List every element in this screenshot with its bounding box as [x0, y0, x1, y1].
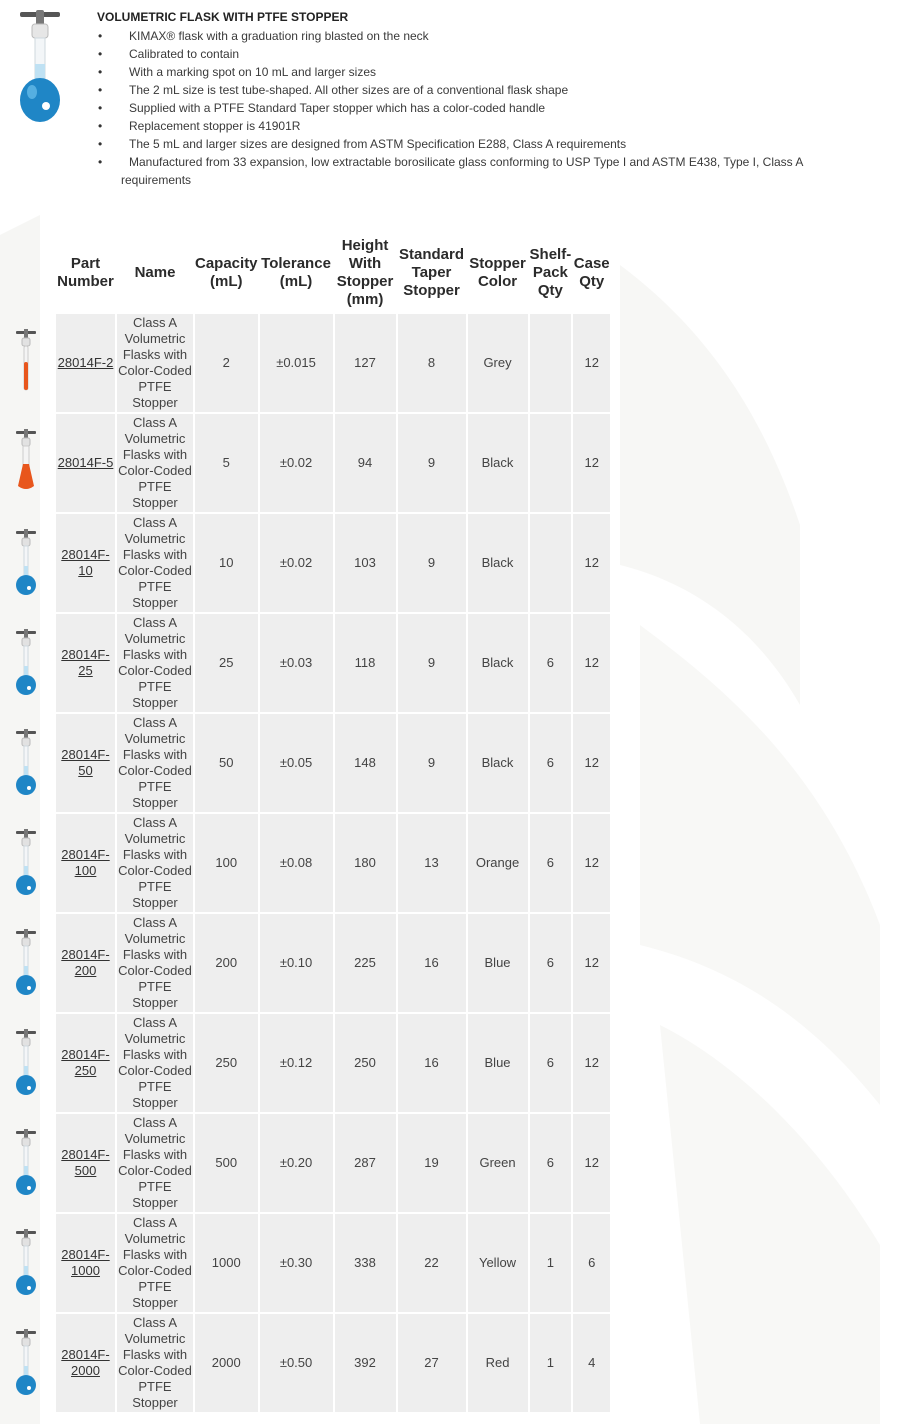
col-header-line: Tolerance: [261, 255, 331, 272]
cell-taper: 9: [398, 714, 466, 812]
table-row: [56, 714, 610, 812]
product-table: [54, 232, 612, 1414]
cell-shelf-pack: 6: [530, 1014, 572, 1112]
cell-part-number: [56, 714, 115, 812]
cell-part-number: [56, 814, 115, 912]
cell-height: 250: [335, 1014, 396, 1112]
flask-blue-icon: [10, 1128, 42, 1198]
cell-capacity: 5: [195, 414, 258, 512]
cell-stopper-color: Green: [468, 1114, 528, 1212]
flask-product-image: [18, 8, 68, 126]
table-row: [56, 414, 610, 512]
cell-tolerance: ±0.02: [260, 514, 333, 612]
cell-name: Class A Volumetric Flasks with Color-Coded PTFE Stopper: [118, 315, 192, 410]
cell-case-qty: 12: [573, 514, 610, 612]
part-number-link[interactable]: 28014F- 2000: [61, 1347, 110, 1378]
cell-tolerance: ±0.12: [260, 1014, 333, 1112]
part-number-link[interactable]: 28014F- 500: [61, 1147, 110, 1178]
cell-case-qty: 12: [573, 714, 610, 812]
cell-shelf-pack: 6: [530, 914, 572, 1012]
cell-taper: 9: [398, 614, 466, 712]
cell-case-qty: 12: [573, 314, 610, 412]
cell-case-qty: 12: [573, 1014, 610, 1112]
cell-name: Class A Volumetric Flasks with Color-Coded PTFE Stopper: [118, 1215, 192, 1310]
part-number-link[interactable]: 28014F- 25: [61, 647, 110, 678]
cell-shelf-pack: 6: [530, 1114, 572, 1212]
table-row: [56, 1014, 610, 1112]
cell-case-qty: 6: [573, 1214, 610, 1312]
part-number-link[interactable]: 28014F- 250: [61, 1047, 110, 1078]
cell-tolerance: ±0.30: [260, 1214, 333, 1312]
table-header-row: [56, 234, 610, 312]
col-header-taper: [398, 234, 466, 312]
col-header-line: Stopper: [403, 282, 460, 299]
table-row: [56, 314, 610, 412]
cell-taper: 16: [398, 1014, 466, 1112]
feature-item: • KIMAX® flask with a graduation ring blasted on the neck: [97, 27, 877, 45]
cell-shelf-pack: [530, 414, 572, 512]
cell-shelf-pack: 1: [530, 1214, 572, 1312]
cell-name: Class A Volumetric Flasks with Color-Coded PTFE Stopper: [118, 1115, 192, 1210]
cell-height: 180: [335, 814, 396, 912]
flask-blue-icon: [10, 1028, 42, 1098]
cell-tolerance: ±0.05: [260, 714, 333, 812]
col-header-stopper-color: [468, 234, 528, 312]
cell-height: 94: [335, 414, 396, 512]
col-header-line: With: [348, 255, 382, 272]
feature-item: • Supplied with a PTFE Standard Taper stopper which has a color-coded handle: [97, 99, 877, 117]
feature-item: • With a marking spot on 10 mL and larger sizes: [97, 63, 877, 81]
col-header-line: Standard: [399, 246, 465, 263]
part-number-link[interactable]: 28014F-5: [57, 455, 114, 470]
feature-item: • The 5 mL and larger sizes are designed from ASTM Specification E288, Class A requirements: [97, 135, 877, 153]
cell-taper: 8: [398, 314, 466, 412]
col-header-line: Taper: [411, 264, 452, 281]
col-header-line: (mL): [279, 273, 313, 290]
cell-part-number: [56, 414, 115, 512]
table-row: [56, 614, 610, 712]
flask-blue-icon: [10, 528, 42, 598]
cell-tolerance: ±0.10: [260, 914, 333, 1012]
cell-capacity: 200: [195, 914, 258, 1012]
cell-capacity: 100: [195, 814, 258, 912]
cell-taper: 22: [398, 1214, 466, 1312]
part-number-link[interactable]: 28014F- 50: [61, 747, 110, 778]
cell-capacity: 500: [195, 1114, 258, 1212]
cell-part-number: [56, 514, 115, 612]
col-header-line: Height: [341, 237, 389, 254]
cell-stopper-color: Red: [468, 1314, 528, 1412]
cell-stopper-color: Black: [468, 514, 528, 612]
table-row: [56, 814, 610, 912]
flask-blue-icon: [10, 728, 42, 798]
cell-part-number: [56, 314, 115, 412]
cell-name: Class A Volumetric Flasks with Color-Coded PTFE Stopper: [118, 915, 192, 1010]
cell-case-qty: 12: [573, 914, 610, 1012]
col-header-line: (mm): [346, 291, 384, 308]
cell-height: 338: [335, 1214, 396, 1312]
col-header-height: [335, 234, 396, 312]
cell-capacity: 50: [195, 714, 258, 812]
table-row: [56, 1114, 610, 1212]
cell-part-number: [56, 1114, 115, 1212]
cell-stopper-color: Blue: [468, 1014, 528, 1112]
tube-orange-icon: [10, 328, 42, 398]
cell-taper: 9: [398, 414, 466, 512]
cell-stopper-color: Black: [468, 614, 528, 712]
cell-shelf-pack: [530, 314, 572, 412]
cell-height: 127: [335, 314, 396, 412]
cell-height: 287: [335, 1114, 396, 1212]
cell-taper: 9: [398, 514, 466, 612]
flask-blue-icon: [10, 1328, 42, 1398]
cell-height: 103: [335, 514, 396, 612]
feature-item: • Replacement stopper is 41901R: [97, 117, 877, 135]
feature-item: • Calibrated to contain: [97, 45, 877, 63]
cell-tolerance: ±0.20: [260, 1114, 333, 1212]
cell-tolerance: ±0.50: [260, 1314, 333, 1412]
product-description: [97, 10, 877, 189]
feature-item-line: • Manufactured from 33 expansion, low extractable borosilicate glass conforming to USP Type I and ASTM E438, Type I, Class A: [129, 155, 804, 169]
cell-part-number: [56, 1214, 115, 1312]
feature-list: [97, 27, 877, 189]
col-header-line: Shelf-: [529, 246, 572, 263]
feature-item-line: requirements: [121, 173, 192, 187]
col-header-line: Name: [134, 264, 176, 281]
col-header-line: Stopper: [469, 255, 526, 272]
col-header-line: Part: [70, 255, 101, 272]
cell-height: 118: [335, 614, 396, 712]
cell-part-number: [56, 1014, 115, 1112]
col-header-line: Color: [477, 273, 518, 290]
cell-stopper-color: Blue: [468, 914, 528, 1012]
cell-case-qty: 12: [573, 414, 610, 512]
table-row: [56, 514, 610, 612]
flask-blue-icon: [10, 628, 42, 698]
col-header-line: (mL): [210, 273, 243, 290]
cell-taper: 16: [398, 914, 466, 1012]
cell-name: Class A Volumetric Flasks with Color-Coded PTFE Stopper: [118, 415, 192, 510]
col-header-capacity: [195, 234, 258, 312]
table-row: [56, 914, 610, 1012]
col-header-name: [117, 234, 193, 312]
col-header-line: Capacity: [195, 255, 258, 272]
col-header-line: Qty: [537, 282, 563, 299]
col-header-tolerance: [260, 234, 333, 312]
cell-part-number: [56, 614, 115, 712]
cell-case-qty: 12: [573, 1114, 610, 1212]
cell-name: Class A Volumetric Flasks with Color-Coded PTFE Stopper: [118, 1015, 192, 1110]
flask-blue-icon: [10, 1228, 42, 1298]
cell-case-qty: 4: [573, 1314, 610, 1412]
part-number-link[interactable]: 28014F- 1000: [61, 1247, 110, 1278]
cell-case-qty: 12: [573, 614, 610, 712]
part-number-link[interactable]: 28014F- 200: [61, 947, 110, 978]
feature-item: • The 2 mL size is test tube-shaped. All other sizes are of a conventional flask shape: [97, 81, 877, 99]
table-row: [56, 1214, 610, 1312]
cell-tolerance: ±0.02: [260, 414, 333, 512]
cell-stopper-color: Yellow: [468, 1214, 528, 1312]
col-header-shelf-pack: [530, 234, 572, 312]
cell-tolerance: ±0.03: [260, 614, 333, 712]
cell-shelf-pack: [530, 514, 572, 612]
cell-capacity: 1000: [195, 1214, 258, 1312]
col-header-line: Stopper: [336, 273, 394, 290]
cell-shelf-pack: 6: [530, 814, 572, 912]
cell-stopper-color: Black: [468, 714, 528, 812]
flask-blue-icon: [10, 928, 42, 998]
feature-item: [97, 153, 877, 189]
col-header-line: Qty: [579, 273, 605, 290]
cell-stopper-color: Grey: [468, 314, 528, 412]
cell-capacity: 25: [195, 614, 258, 712]
cell-capacity: 250: [195, 1014, 258, 1112]
cell-capacity: 10: [195, 514, 258, 612]
cell-height: 225: [335, 914, 396, 1012]
cell-capacity: 2000: [195, 1314, 258, 1412]
cell-taper: 19: [398, 1114, 466, 1212]
cell-name: Class A Volumetric Flasks with Color-Coded PTFE Stopper: [118, 615, 192, 710]
cell-stopper-color: Orange: [468, 814, 528, 912]
col-header-case-qty: [573, 234, 610, 312]
cell-tolerance: ±0.015: [260, 314, 333, 412]
flask-blue-icon: [10, 828, 42, 898]
col-header-line: Pack: [532, 264, 568, 281]
cell-name: Class A Volumetric Flasks with Color-Coded PTFE Stopper: [118, 815, 192, 910]
col-header-line: Number: [57, 273, 114, 290]
cell-shelf-pack: 6: [530, 714, 572, 812]
cell-name: Class A Volumetric Flasks with Color-Coded PTFE Stopper: [118, 715, 192, 810]
flask-orange-icon: [10, 428, 42, 498]
cell-height: 392: [335, 1314, 396, 1412]
cell-name: Class A Volumetric Flasks with Color-Coded PTFE Stopper: [118, 1315, 192, 1410]
cell-taper: 13: [398, 814, 466, 912]
cell-part-number: [56, 1314, 115, 1412]
cell-tolerance: ±0.08: [260, 814, 333, 912]
product-title: VOLUMETRIC FLASK WITH PTFE STOPPER: [97, 10, 349, 24]
col-header-line: Case: [573, 255, 610, 272]
cell-capacity: 2: [195, 314, 258, 412]
cell-part-number: [56, 914, 115, 1012]
cell-shelf-pack: 6: [530, 614, 572, 712]
cell-stopper-color: Black: [468, 414, 528, 512]
part-number-link[interactable]: 28014F- 100: [61, 847, 110, 878]
col-header-part-number: [56, 234, 115, 312]
cell-shelf-pack: 1: [530, 1314, 572, 1412]
cell-height: 148: [335, 714, 396, 812]
cell-case-qty: 12: [573, 814, 610, 912]
part-number-link[interactable]: 28014F- 10: [61, 547, 110, 578]
part-number-link[interactable]: 28014F-2: [57, 355, 114, 370]
table-row: [56, 1314, 610, 1412]
cell-taper: 27: [398, 1314, 466, 1412]
cell-name: Class A Volumetric Flasks with Color-Coded PTFE Stopper: [118, 515, 192, 610]
